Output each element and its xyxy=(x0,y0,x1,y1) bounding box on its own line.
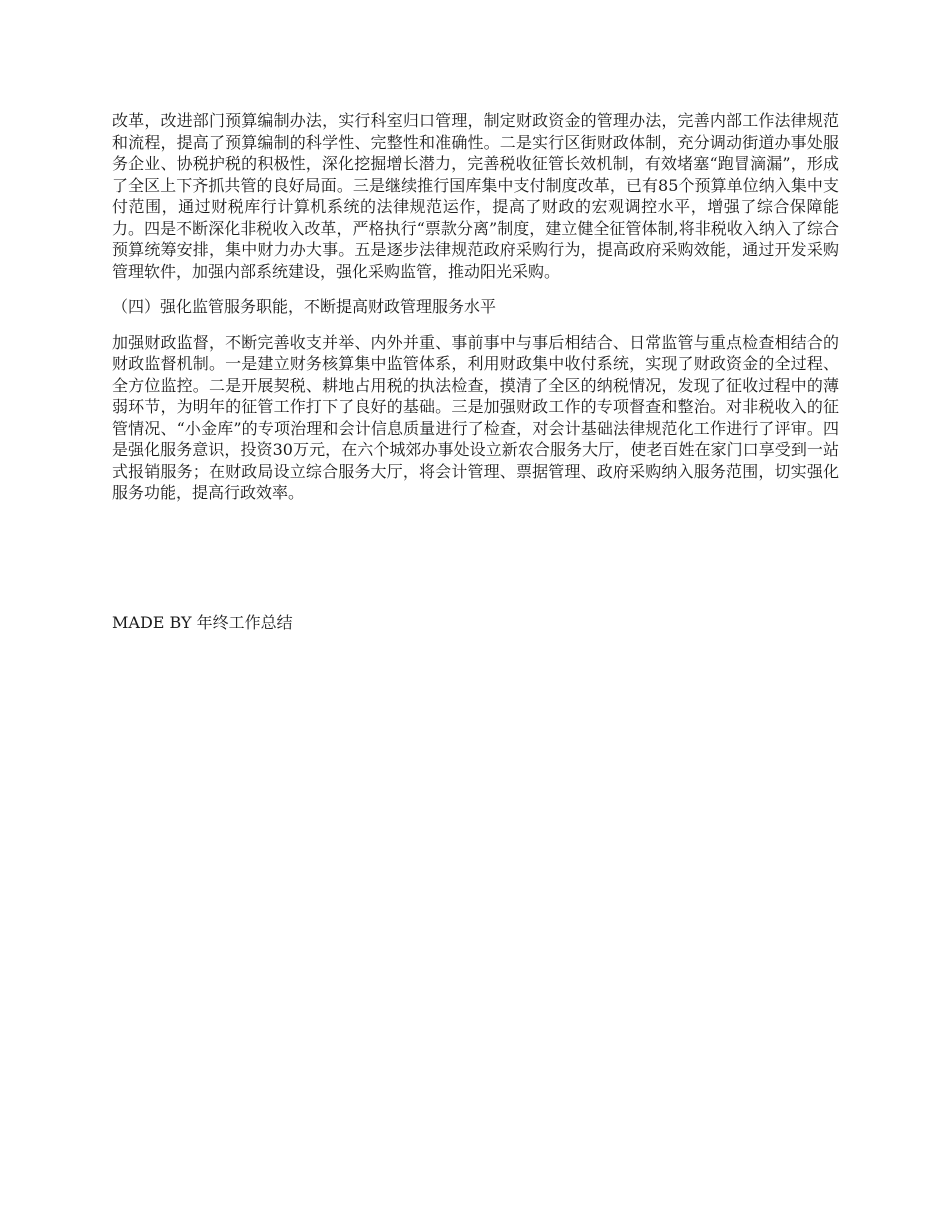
document-body xyxy=(112,110,839,504)
paragraph-budget-reform: 改革，改进部门预算编制办法，实行科室归口管理，制定财政资金的管理办法，完善内部工作法律规范和流程，提高了预算编制的科学性、完整性和准确性。二是实行区街财政体制，充分调动街道办事处服务企业、协税护税的积极性，深化挖掘增长潜力，完善税收征管长效机制，有效堵塞“跑冒滴漏”，形成了全区上下齐抓共管的良好局面。三是继续推行国库集中支付制度改革，已有85个预算单位纳入集中支付范围，通过财税库行计算机系统的法律规范运作，提高了财政的宏观调控水平，增强了综合保障能力。四是不断深化非税收入改革，严格执行“票款分离”制度，建立健全征管体制,将非税收入纳入了综合预算统筹安排，集中财力办大事。五是逐步法律规范政府采购行为，提高政府采购效能，通过开发采购管理软件，加强内部系统建设，强化采购监管，推动阳光采购。 xyxy=(112,111,839,281)
footer-credit: MADE BY 年终工作总结 xyxy=(112,613,293,632)
paragraph-supervision: 加强财政监督，不断完善收支并举、内外并重、事前事中与事后相结合、日常监管与重点检查相结合的财政监督机制。一是建立财务核算集中监管体系，利用财政集中收付系统，实现了财政资金的全过程、全方位监控。二是开展契税、耕地占用税的执法检查，摸清了全区的纳税情况，发现了征收过程中的薄弱环节，为明年的征管工作打下了良好的基础。三是加强财政工作的专项督查和整治。对非税收入的征管情况、“小金库”的专项治理和会计信息质量进行了检查，对会计基础法律规范化工作进行了评审。四是强化服务意识，投资30万元，在六个城郊办事处设立新农合服务大厅，使老百姓在家门口享受到一站式报销服务；在财政局设立综合服务大厅，将会计管理、票据管理、政府采购纳入服务范围，切实强化服务功能，提高行政效率。 xyxy=(112,332,839,502)
section-heading: （四）强化监管服务职能，不断提高财政管理服务水平 xyxy=(112,297,497,316)
